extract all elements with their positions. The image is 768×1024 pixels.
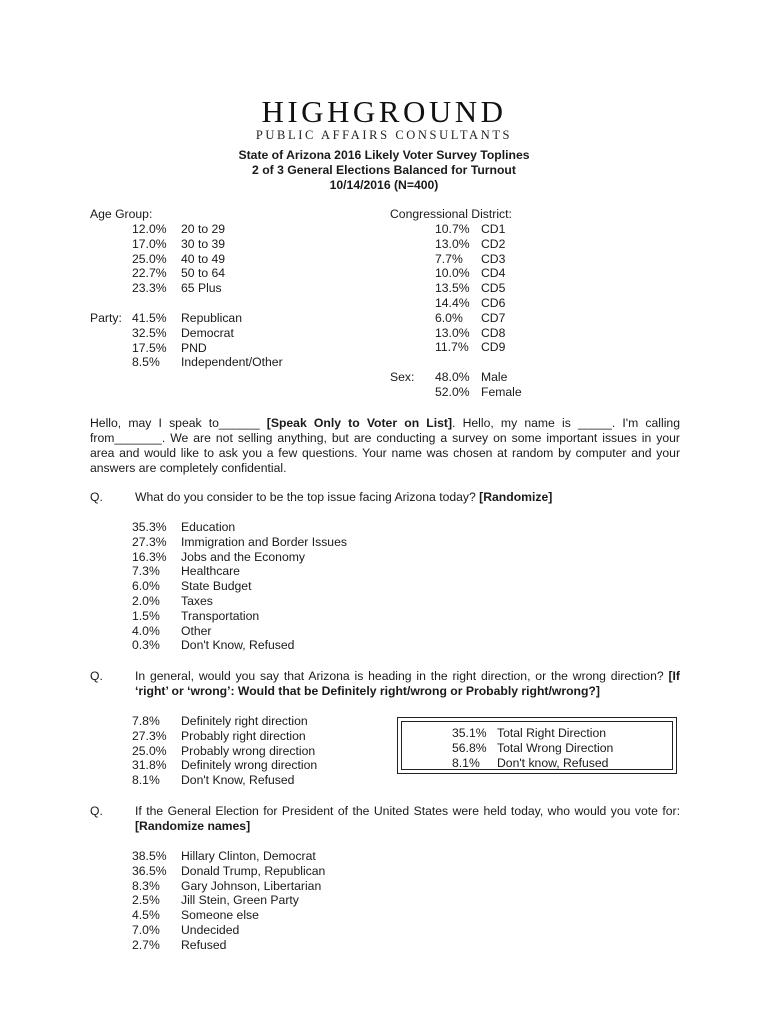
age-row-pct: 12.0% [132,222,167,236]
q1-row-label: Don't Know, Refused [181,638,295,653]
q2-question [135,669,680,699]
q1-row-pct: 16.3% [132,549,167,564]
q3-row-pct: 2.5% [132,893,160,908]
district-row-pct: 11.7% [435,340,469,355]
q1-marker: Q. [90,490,103,504]
sex-row-pct: 48.0% [435,370,470,384]
q2-box-row-label: Don't know, Refused [497,755,609,770]
q3-row-label: Refused [181,937,227,952]
q1-row-label: Other [181,623,212,638]
party-row-pct: 17.5% [132,340,167,355]
q1-row-pct: 1.5% [132,608,160,623]
q2-row-pct: 25.0% [132,743,167,758]
q3-row-label: Donald Trump, Republican [181,863,326,878]
party-row-label: Democrat [181,325,234,340]
q3-row-pct: 36.5% [132,863,167,878]
age-row-pct: 22.7% [132,266,167,281]
sex-row-pct: 52.0% [435,384,470,399]
q2-text: In general, would you say that Arizona is heading in the right direction, or the wrong direction? [135,669,669,683]
intro-paragraph [90,416,680,476]
district-row-label: CD9 [481,340,506,355]
party-row-pct: 32.5% [132,325,167,340]
highground-logo [0,96,768,142]
district-row-pct: 6.0% [435,310,463,325]
q2-row-pct: 27.3% [132,728,167,743]
age-row-label: 20 to 29 [181,222,226,236]
title-line-3: 10/14/2016 (N=400) [329,178,439,192]
title-line-2: 2 of 3 General Elections Balanced for Turnout [252,163,516,177]
q3-row-pct: 8.3% [132,878,160,893]
party-label: Party: [90,311,122,325]
q3-text: If the General Election for President of the United States were held today, who would you vote for: [135,804,680,818]
district-row-pct: 13.0% [435,325,470,340]
q3-row-label: Someone else [181,908,259,923]
title-line-1: State of Arizona 2016 Likely Voter Survey Toplines [238,148,530,162]
q2-row-pct: 8.1% [132,773,160,788]
q3-row-label: Jill Stein, Green Party [181,893,299,908]
district-row-label: CD5 [481,281,506,296]
q1-row-pct: 2.0% [132,594,160,608]
q3-row-pct: 4.5% [132,908,160,923]
age-row-label: 30 to 39 [181,236,226,251]
q1-row-pct: 35.3% [132,520,167,534]
party-row-label: Independent/Other [181,355,283,370]
district-row-label: CD1 [481,222,506,236]
document-title-block [0,148,768,193]
age-row-label: 65 Plus [181,281,222,296]
q2-box-row-label: Total Right Direction [497,726,607,740]
q1-row-pct: 0.3% [132,638,160,653]
q2-row-label: Probably wrong direction [181,743,316,758]
district-row-pct: 14.4% [435,296,470,310]
q3-row-label: Gary Johnson, Libertarian [181,878,322,893]
q1-row-label: Transportation [181,608,260,623]
age-group-label: Age Group: [90,207,153,221]
q3-row-label: Hillary Clinton, Democrat [181,849,316,863]
intro-instruction: [Speak Only to Voter on List] [266,416,453,430]
district-row-label: CD8 [481,325,506,340]
district-row-label: CD4 [481,266,506,281]
district-row-label: CD6 [481,296,506,310]
q1-row-pct: 27.3% [132,534,167,549]
q1-text: What do you consider to be the top issue facing Arizona today? [135,490,480,504]
q1-row-pct: 6.0% [132,579,160,594]
q1-row-label: State Budget [181,579,252,594]
q2-row-label: Definitely wrong direction [181,758,318,773]
q3-question [135,804,680,834]
intro-text-2: . Hello, my name is _____. I'm calling from_______. We are not selling anything, but are conducting a survey on some important issues in your area and would like to ask you a few questions. Your name was chosen at random by computer and your answers are completely confidential. [90,416,680,475]
q1-row-label: Jobs and the Economy [181,549,305,564]
q2-box-row-pct: 35.1% [452,726,487,740]
district-row-label: CD7 [481,310,506,325]
age-row-label: 50 to 64 [181,266,226,281]
age-row-pct: 23.3% [132,281,167,296]
party-row-pct: 41.5% [132,311,167,325]
q1-row-label: Education [181,520,236,534]
q2-marker: Q. [90,669,103,683]
q2-box-row-pct: 8.1% [452,755,480,770]
sex-row-label: Female [481,384,522,399]
logo-main-text: HIGHGROUND [261,94,507,129]
q2-row-pct: 7.8% [132,714,160,728]
sex-row-label: Male [481,370,508,384]
q2-instruction: [If ‘right’ or ‘wrong’: Would that be Definitely right/wrong or Probably right/wrong?] [135,669,680,698]
q2-row-label: Definitely right direction [181,714,308,728]
district-row-label: CD2 [481,236,506,251]
q2-box-row-label: Total Wrong Direction [497,740,614,755]
q1-row-label: Immigration and Border Issues [181,534,347,549]
q3-instruction: [Randomize names] [135,819,251,833]
q2-row-label: Probably right direction [181,728,306,743]
q2-row-pct: 31.8% [132,758,167,773]
district-row-label: CD3 [481,251,506,266]
age-row-label: 40 to 49 [181,251,226,266]
district-row-pct: 13.0% [435,236,470,251]
q3-row-label: Undecided [181,923,240,937]
district-row-pct: 10.0% [435,266,470,281]
q1-row-pct: 7.3% [132,564,160,579]
intro-text-1: Hello, may I speak to______ [90,416,267,430]
age-row-pct: 17.0% [132,236,167,251]
q3-row-pct: 7.0% [132,923,160,937]
q2-box-row-pct: 56.8% [452,740,487,755]
q3-marker: Q. [90,804,103,818]
party-row-label: PND [181,340,207,355]
q2-row-label: Don't Know, Refused [181,773,295,788]
q1-row-label: Healthcare [181,564,240,579]
logo-sub-text: PUBLIC AFFAIRS CONSULTANTS [255,128,513,142]
q1-row-pct: 4.0% [132,623,160,638]
q1-row-label: Taxes [181,594,213,608]
q3-row-pct: 2.7% [132,937,160,952]
district-row-pct: 7.7% [435,251,463,266]
congressional-district-label: Congressional District: [390,207,512,221]
q1-question [135,490,680,505]
q1-instruction: [Randomize] [479,490,553,504]
district-row-pct: 13.5% [435,281,470,296]
age-row-pct: 25.0% [132,251,167,266]
party-row-pct: 8.5% [132,355,160,370]
sex-label: Sex: [390,370,415,384]
q3-row-pct: 38.5% [132,849,167,863]
district-row-pct: 10.7% [435,222,470,236]
party-row-label: Republican [181,311,242,325]
